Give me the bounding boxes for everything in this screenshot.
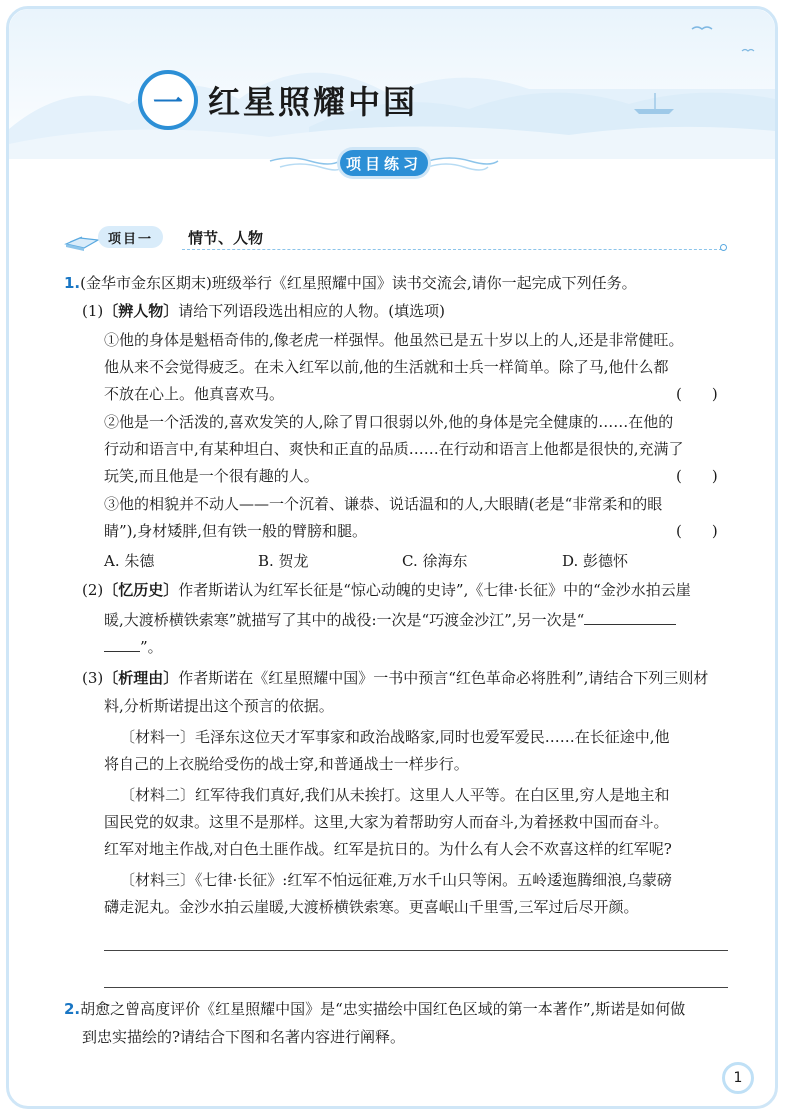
subquestion-1-header [82, 301, 445, 321]
option-d: D. 彭德怀 [562, 552, 629, 570]
subquestion-3-line: 料,分析斯诺提出这个预言的依据。 [104, 697, 334, 715]
section-name: 情节、人物 [188, 229, 264, 247]
subquestion-instruction: 请给下列语段选出相应的人物。(填选项) [178, 302, 445, 320]
material-line: 礴走泥丸。金沙水拍云崖暖,大渡桥横铁索寒。更喜岷山千里雪,三军过后尽开颜。 [104, 898, 639, 916]
subquestion-text: ”。 [140, 638, 163, 656]
page-number: 1 [722, 1062, 754, 1094]
chapter-heading [138, 70, 418, 130]
question-number: 2. [64, 1000, 81, 1018]
book-icon [62, 224, 102, 254]
subquestion-text: 作者斯诺在《红星照耀中国》一书中预言“红色革命必将胜利”,请结合下列三则材 [178, 669, 709, 687]
chapter-title: 红星照耀中国 [208, 83, 419, 121]
material-line: 将自己的上衣脱给受伤的战士穿,和普通战士一样步行。 [104, 755, 469, 773]
passage-line: 睛”),身材矮胖,但有铁一般的臂膀和腿。 [104, 522, 368, 540]
answer-blank[interactable]: ( ) [676, 522, 718, 540]
practice-banner [260, 149, 500, 179]
question-text: 胡愈之曾高度评价《红星照耀中国》是“忠实描绘中国红色区域的第一本著作”,斯诺是如何做 [80, 1000, 686, 1018]
material-line: 国民党的奴隶。这里不是那样。这里,大家为着帮助穷人而奋斗,为着拯救中国而奋斗。 [104, 813, 669, 831]
subquestion-2-line [104, 608, 676, 630]
answer-line[interactable] [104, 987, 728, 988]
section-header [62, 224, 730, 254]
option-a: A. 朱德 [104, 552, 155, 570]
question-2-line: 到忠实描绘的?请结合下图和名著内容进行阐释。 [82, 1028, 406, 1046]
practice-label: 项目练习 [340, 150, 428, 176]
subquestion-3-line [82, 668, 708, 688]
passage-line: 他从来不会觉得疲乏。在未入红军以前,他的生活就和士兵一样简单。除了马,他什么都 [104, 358, 669, 376]
material-line: 〔材料三〕《七律·长征》:红军不怕远征难,万水千山只等闲。五岭逶迤腾细浪,乌蒙磅 [120, 871, 672, 889]
passage-line: ②他是一个活泼的,喜欢发笑的人,除了胃口很弱以外,他的身体是完全健康的……在他的 [104, 413, 674, 431]
subquestion-tag: 〔析理由〕 [103, 669, 179, 687]
fill-in-blank[interactable] [584, 608, 676, 625]
option-b: B. 贺龙 [258, 552, 309, 570]
subquestion-tag: 〔忆历史〕 [103, 581, 179, 599]
passage-line: ③他的相貌并不动人——一个沉着、谦恭、说话温和的人,大眼睛(老是“非常柔和的眼 [104, 495, 663, 513]
subquestion-text: 暖,大渡桥横铁索寒”就描写了其中的战役:一次是“巧渡金沙江”,另一次是“ [104, 611, 585, 629]
material-line: 红军对地主作战,对白色土匪作战。红军是抗日的。为什么有人会不欢喜这样的红军呢? [104, 840, 672, 858]
answer-blank[interactable]: ( ) [676, 467, 718, 485]
subquestion-2-line [82, 580, 691, 600]
question-number: 1. [64, 274, 81, 292]
section-divider [182, 249, 722, 250]
question-1-stem [64, 273, 637, 293]
subquestion-label: (1) [82, 302, 104, 320]
fill-in-blank[interactable] [104, 635, 140, 652]
passage-line: 不放在心上。他真喜欢马。 [104, 385, 285, 403]
answer-line[interactable] [104, 950, 728, 951]
subquestion-2-line [104, 635, 163, 657]
question-text: (金华市金东区期末)班级举行《红星照耀中国》读书交流会,请你一起完成下列任务。 [80, 274, 637, 292]
material-line: 〔材料一〕毛泽东这位天才军事家和政治战略家,同时也爱军爱民……在长征途中,他 [120, 728, 670, 746]
question-2-line [64, 999, 685, 1019]
option-c: C. 徐海东 [402, 552, 468, 570]
passage-line: ①他的身体是魁梧奇伟的,像老虎一样强悍。他虽然已是五十岁以上的人,还是非常健旺。 [104, 331, 684, 349]
chapter-number-badge: 一 [138, 70, 198, 130]
material-line: 〔材料二〕红军待我们真好,我们从未挨打。这里人人平等。在白区里,穷人是地主和 [120, 786, 670, 804]
answer-blank[interactable]: ( ) [676, 385, 718, 403]
subquestion-tag: 〔辨人物〕 [103, 302, 179, 320]
section-end-dot [720, 244, 727, 251]
passage-line: 玩笑,而且他是一个很有趣的人。 [104, 467, 319, 485]
subquestion-text: 作者斯诺认为红军长征是“惊心动魄的史诗”,《七律·长征》中的“金沙水拍云崖 [178, 581, 691, 599]
subquestion-label: (3) [82, 669, 104, 687]
section-tag: 项目一 [98, 226, 163, 248]
subquestion-label: (2) [82, 581, 104, 599]
passage-line: 行动和语言中,有某种坦白、爽快和正直的品质……在行动和语言上他都是很快的,充满了 [104, 440, 684, 458]
